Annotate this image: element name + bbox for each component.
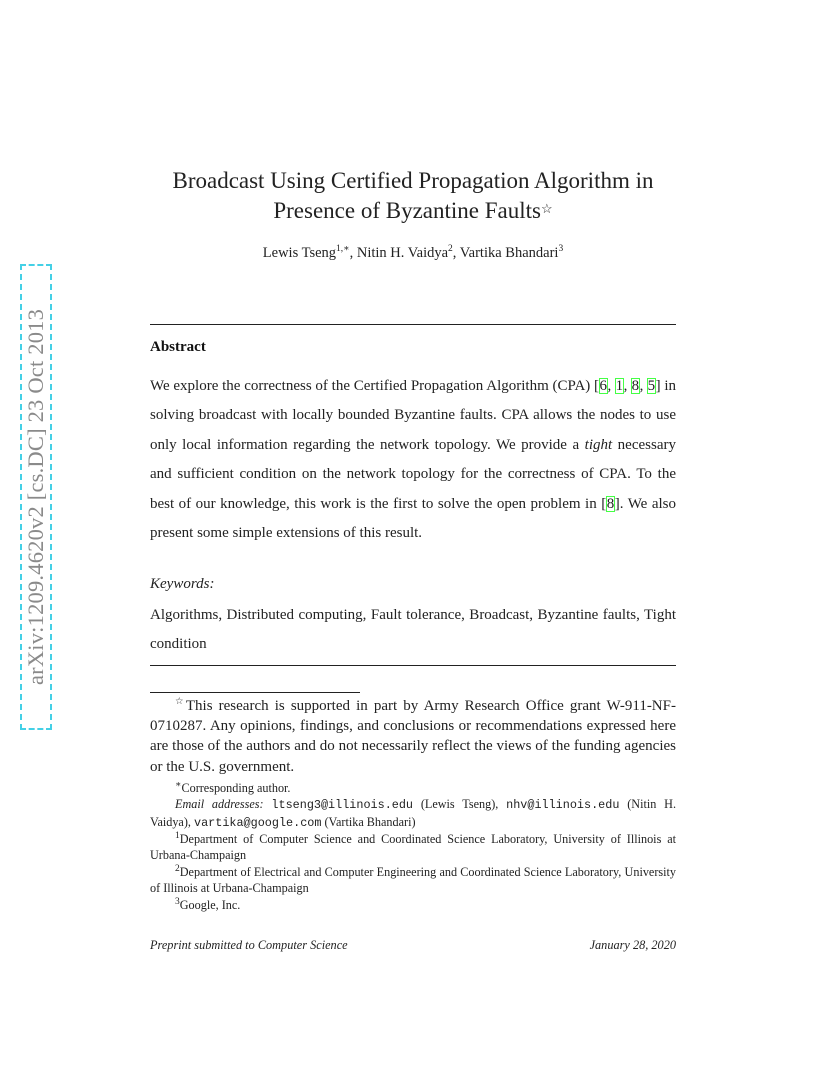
email-footnote (150, 796, 676, 831)
email-link[interactable]: vartika@google.com (194, 815, 322, 830)
preprint-note: Preprint submitted to Computer Science (150, 938, 348, 952)
keywords-label: Keywords: (150, 576, 215, 592)
footnotes (150, 696, 676, 913)
affiliation-footnote (150, 897, 676, 913)
affiliation-footnote (150, 831, 676, 864)
title-line-2 (150, 196, 676, 226)
title-line-2-text: Presence of Byzantine Faults (273, 198, 541, 223)
citation-link[interactable]: 5 (647, 378, 656, 394)
footer-date: January 28, 2020 (589, 938, 676, 952)
author-affiliation-mark[interactable]: 2 (448, 244, 453, 255)
author-name: Nitin H. Vaidya (356, 245, 449, 261)
email-link[interactable]: nhv@illinois.edu (506, 798, 620, 813)
keywords-text: Algorithms, Distributed computing, Fault tolerance, Broadcast, Byzantine faults, Tight condition (150, 607, 676, 653)
footnote-mark: 1 (175, 830, 180, 841)
abstract-text-part: necessary and sufficient condition on the network topology for the correctness of CPA. To the best of our knowledge, this work is the first to solve the open problem in [ (150, 436, 676, 512)
affiliation-footnote (150, 864, 676, 897)
email-label: Email addresses: (175, 797, 264, 812)
abstract-emphasis: tight (584, 436, 613, 453)
abstract-heading: Abstract (150, 339, 206, 355)
email-owner: (Vartika Bhandari) (321, 814, 416, 829)
paper-title (150, 166, 676, 226)
abstract-text-part: ] in solving broadcast with locally bounded Byzantine faults. CPA allows the nodes to use only local information regarding the network topology. We provide a (150, 378, 677, 453)
author-affiliation-mark[interactable]: 1,∗ (336, 244, 350, 255)
affiliation-text: Department of Electrical and Computer Engineering and Coordinated Science Laboratory, University of Illinois at Urbana-Champaign (150, 864, 676, 896)
citation-link[interactable]: 1 (615, 378, 624, 394)
abstract-bottom-rule (150, 665, 676, 666)
abstract-text-part: ]. We also present some simple extensions of this result. (150, 495, 676, 542)
email-link[interactable]: ltseng3@illinois.edu (271, 798, 414, 813)
abstract-text-part: We explore the correctness of the Certified Propagation Algorithm (CPA) [ (150, 378, 600, 394)
corresponding-footnote (150, 780, 676, 796)
abstract-top-rule (150, 324, 676, 325)
citation-link[interactable]: 6 (599, 378, 608, 394)
author-name: Lewis Tseng (262, 245, 337, 261)
footnote-mark: ☆ (175, 697, 186, 707)
affiliation-text: Department of Computer Science and Coordinated Science Laboratory, University of Illinois at Urbana-Champaign (150, 832, 676, 863)
citation-link[interactable]: 8 (606, 495, 615, 512)
footnote-rule (150, 692, 360, 693)
title-line-1: Broadcast Using Certified Propagation Algorithm in (172, 168, 654, 193)
footnote-mark: 2 (175, 863, 180, 874)
title-footnote-mark[interactable]: ☆ (540, 201, 553, 216)
funding-text: This research is supported in part by Army Research Office grant W-911-NF-0710287. Any opinions, findings, and conclusions or recommendations expressed here are those of the authors and do not necessarily reflect the views of the funding agencies or the U.S. government. (150, 698, 676, 775)
author-list: Lewis Tseng$^{1,∗}$, Nitin H. Vaidya$^2$, Vartika Bhandari$^3$ (262, 244, 564, 261)
arxiv-id-text: arXiv:1209.4620v2 [cs.DC] 23 Oct 2013 (23, 308, 48, 686)
arxiv-id-link[interactable] (20, 264, 52, 730)
email-owner: (Lewis Tseng), (413, 797, 507, 812)
citation-link[interactable]: 8 (631, 378, 640, 394)
affiliation-text: Google, Inc. (179, 897, 241, 912)
author-name: Vartika Bhandari (459, 245, 559, 261)
corresponding-text: Corresponding author. (181, 780, 291, 795)
abstract-text: We explore the correctness of the Certified Propagation Algorithm (CPA) [6, 1, 8, 5] in solving broadcast with locally bounded Byzantine faults. CPA allows the nodes to use only local information regarding the network topology. We provide a tight necessary and sufficient condition on the network topology for the correctness of CPA. To the best of our knowledge, this work is the first to solve the open problem in [8]. We also present some simple extensions of this result. (150, 378, 677, 542)
email-owner: (Nitin H. Vaidya), (150, 797, 676, 829)
author-affiliation-mark[interactable]: 3 (558, 244, 564, 255)
footnote-mark: 3 (175, 896, 180, 907)
funding-footnote (150, 696, 676, 777)
footnote-mark: ∗ (175, 779, 182, 790)
